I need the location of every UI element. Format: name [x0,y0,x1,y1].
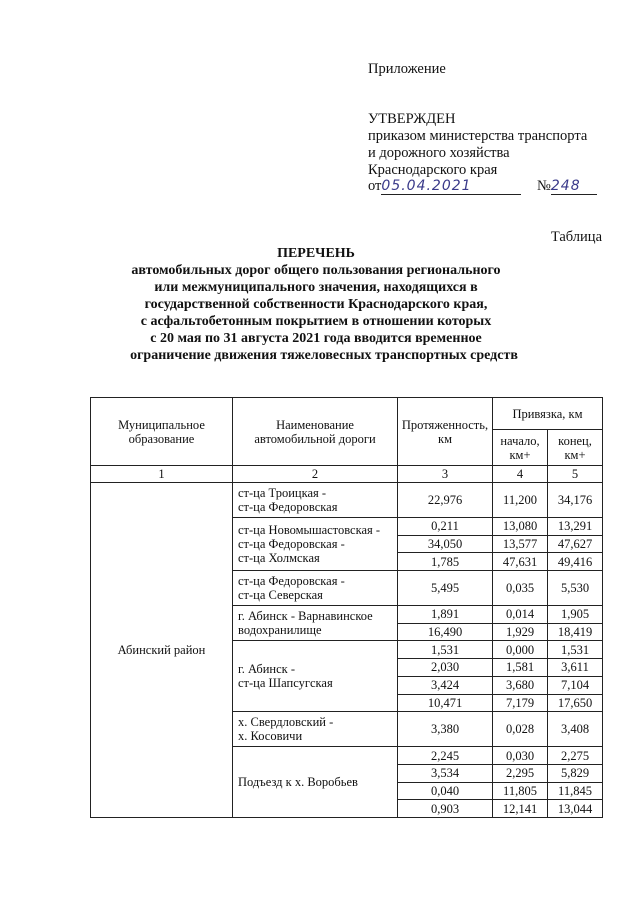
length-cell: 0,211 [398,518,493,536]
end-cell: 47,627 [548,535,603,553]
start-cell: 11,805 [493,782,548,800]
end-cell: 13,291 [548,518,603,536]
end-cell: 3,408 [548,712,603,747]
order-date-number [368,178,597,195]
end-cell: 13,044 [548,800,603,818]
end-cell: 3,611 [548,659,603,677]
road-name-cell [233,747,398,818]
end-cell: 17,650 [548,694,603,712]
approved-label: УТВЕРЖДЕН [368,111,456,127]
road-name-line: ст-ца Холмская [238,551,320,566]
road-name-line: ст-ца Шапсугская [238,676,333,691]
col-number: 3 [398,466,493,483]
handwritten-number: 248 [551,178,597,195]
document-title: ПЕРЕЧЕНЬ [277,246,355,261]
title-line-2: или межмуниципального значения, находящихся в [154,280,478,295]
road-name-cell [233,641,398,712]
end-cell: 1,531 [548,641,603,659]
start-cell: 2,295 [493,764,548,782]
end-cell: 11,845 [548,782,603,800]
end-cell: 5,829 [548,764,603,782]
header-start: начало, км+ [493,430,548,466]
start-cell: 0,035 [493,571,548,606]
length-cell: 1,531 [398,641,493,659]
length-cell: 3,380 [398,712,493,747]
col-number: 4 [493,466,548,483]
start-cell: 11,200 [493,483,548,518]
length-cell: 10,471 [398,694,493,712]
start-cell: 12,141 [493,800,548,818]
length-cell: 3,424 [398,676,493,694]
road-name-line: ст-ца Федоровская - [238,537,345,552]
start-cell: 13,080 [493,518,548,536]
header-municipality: Муниципальное образование [91,398,233,466]
order-line-1: приказом министерства транспорта [368,128,588,144]
road-name-line: водохранилище [238,623,322,638]
length-cell: 0,903 [398,800,493,818]
length-cell: 5,495 [398,571,493,606]
length-cell: 16,490 [398,623,493,641]
title-line-1: автомобильных дорог общего пользования регионального [131,263,501,278]
length-cell: 2,245 [398,747,493,765]
length-cell: 3,534 [398,764,493,782]
road-name-line: г. Абинск - [238,662,296,677]
handwritten-date: 05.04.2021 [381,178,521,195]
table-body [91,483,603,818]
road-name-cell [233,606,398,641]
title-line-3: государственной собственности Краснодарского края, [144,297,488,312]
table-label: Таблица [550,229,602,245]
road-name-cell [233,483,398,518]
road-name-cell [233,518,398,571]
end-cell: 18,419 [548,623,603,641]
date-prefix: от [368,178,382,194]
length-cell: 0,040 [398,782,493,800]
number-prefix: № [537,178,551,194]
start-cell: 3,680 [493,676,548,694]
start-cell: 1,581 [493,659,548,677]
table-row [91,483,603,518]
header-end: конец, км+ [548,430,603,466]
length-cell: 34,050 [398,535,493,553]
road-name-line: ст-ца Федоровская - [238,574,345,589]
start-cell: 0,030 [493,747,548,765]
end-cell: 49,416 [548,553,603,571]
length-cell: 1,891 [398,606,493,624]
end-cell: 1,905 [548,606,603,624]
start-cell: 47,631 [493,553,548,571]
road-name-line: ст-ца Северская [238,588,323,603]
start-cell: 1,929 [493,623,548,641]
road-name-line: г. Абинск - Варнавинское [238,609,373,624]
start-cell: 13,577 [493,535,548,553]
end-cell: 2,275 [548,747,603,765]
start-cell: 7,179 [493,694,548,712]
end-cell: 34,176 [548,483,603,518]
title-line-6: ограничение движения тяжеловесных транспортных средств [130,348,518,363]
order-line-3: Краснодарского края [368,162,498,178]
road-name-line: х. Свердловский - [238,715,334,730]
length-cell: 2,030 [398,659,493,677]
road-name-cell [233,571,398,606]
appendix-label: Приложение [368,61,446,77]
col-number: 2 [233,466,398,483]
col-number: 1 [91,466,233,483]
road-name-cell [233,712,398,747]
header-binding: Привязка, км [493,398,603,430]
header-length: Протяженность, км [398,398,493,466]
road-name-line: х. Косовичи [238,729,303,744]
end-cell: 7,104 [548,676,603,694]
road-name-line: ст-ца Федоровская [238,500,338,514]
order-line-2: и дорожного хозяйства [368,145,510,161]
length-cell: 22,976 [398,483,493,518]
title-line-5: с 20 мая по 31 августа 2021 года вводится временное [150,331,482,346]
municipality-cell: Абинский район [91,483,233,818]
header-road: Наименование автомобильной дороги [233,398,398,466]
end-cell: 5,530 [548,571,603,606]
roads-table [90,397,603,818]
road-name-line: ст-ца Троицкая - [238,486,327,500]
length-cell: 1,785 [398,553,493,571]
start-cell: 0,028 [493,712,548,747]
col-number: 5 [548,466,603,483]
road-name-line: ст-ца Новомышастовская - [238,523,381,538]
start-cell: 0,014 [493,606,548,624]
road-name-line: Подъезд к х. Воробьев [238,775,358,790]
title-line-4: с асфальтобетонным покрытием в отношении которых [140,314,492,329]
start-cell: 0,000 [493,641,548,659]
